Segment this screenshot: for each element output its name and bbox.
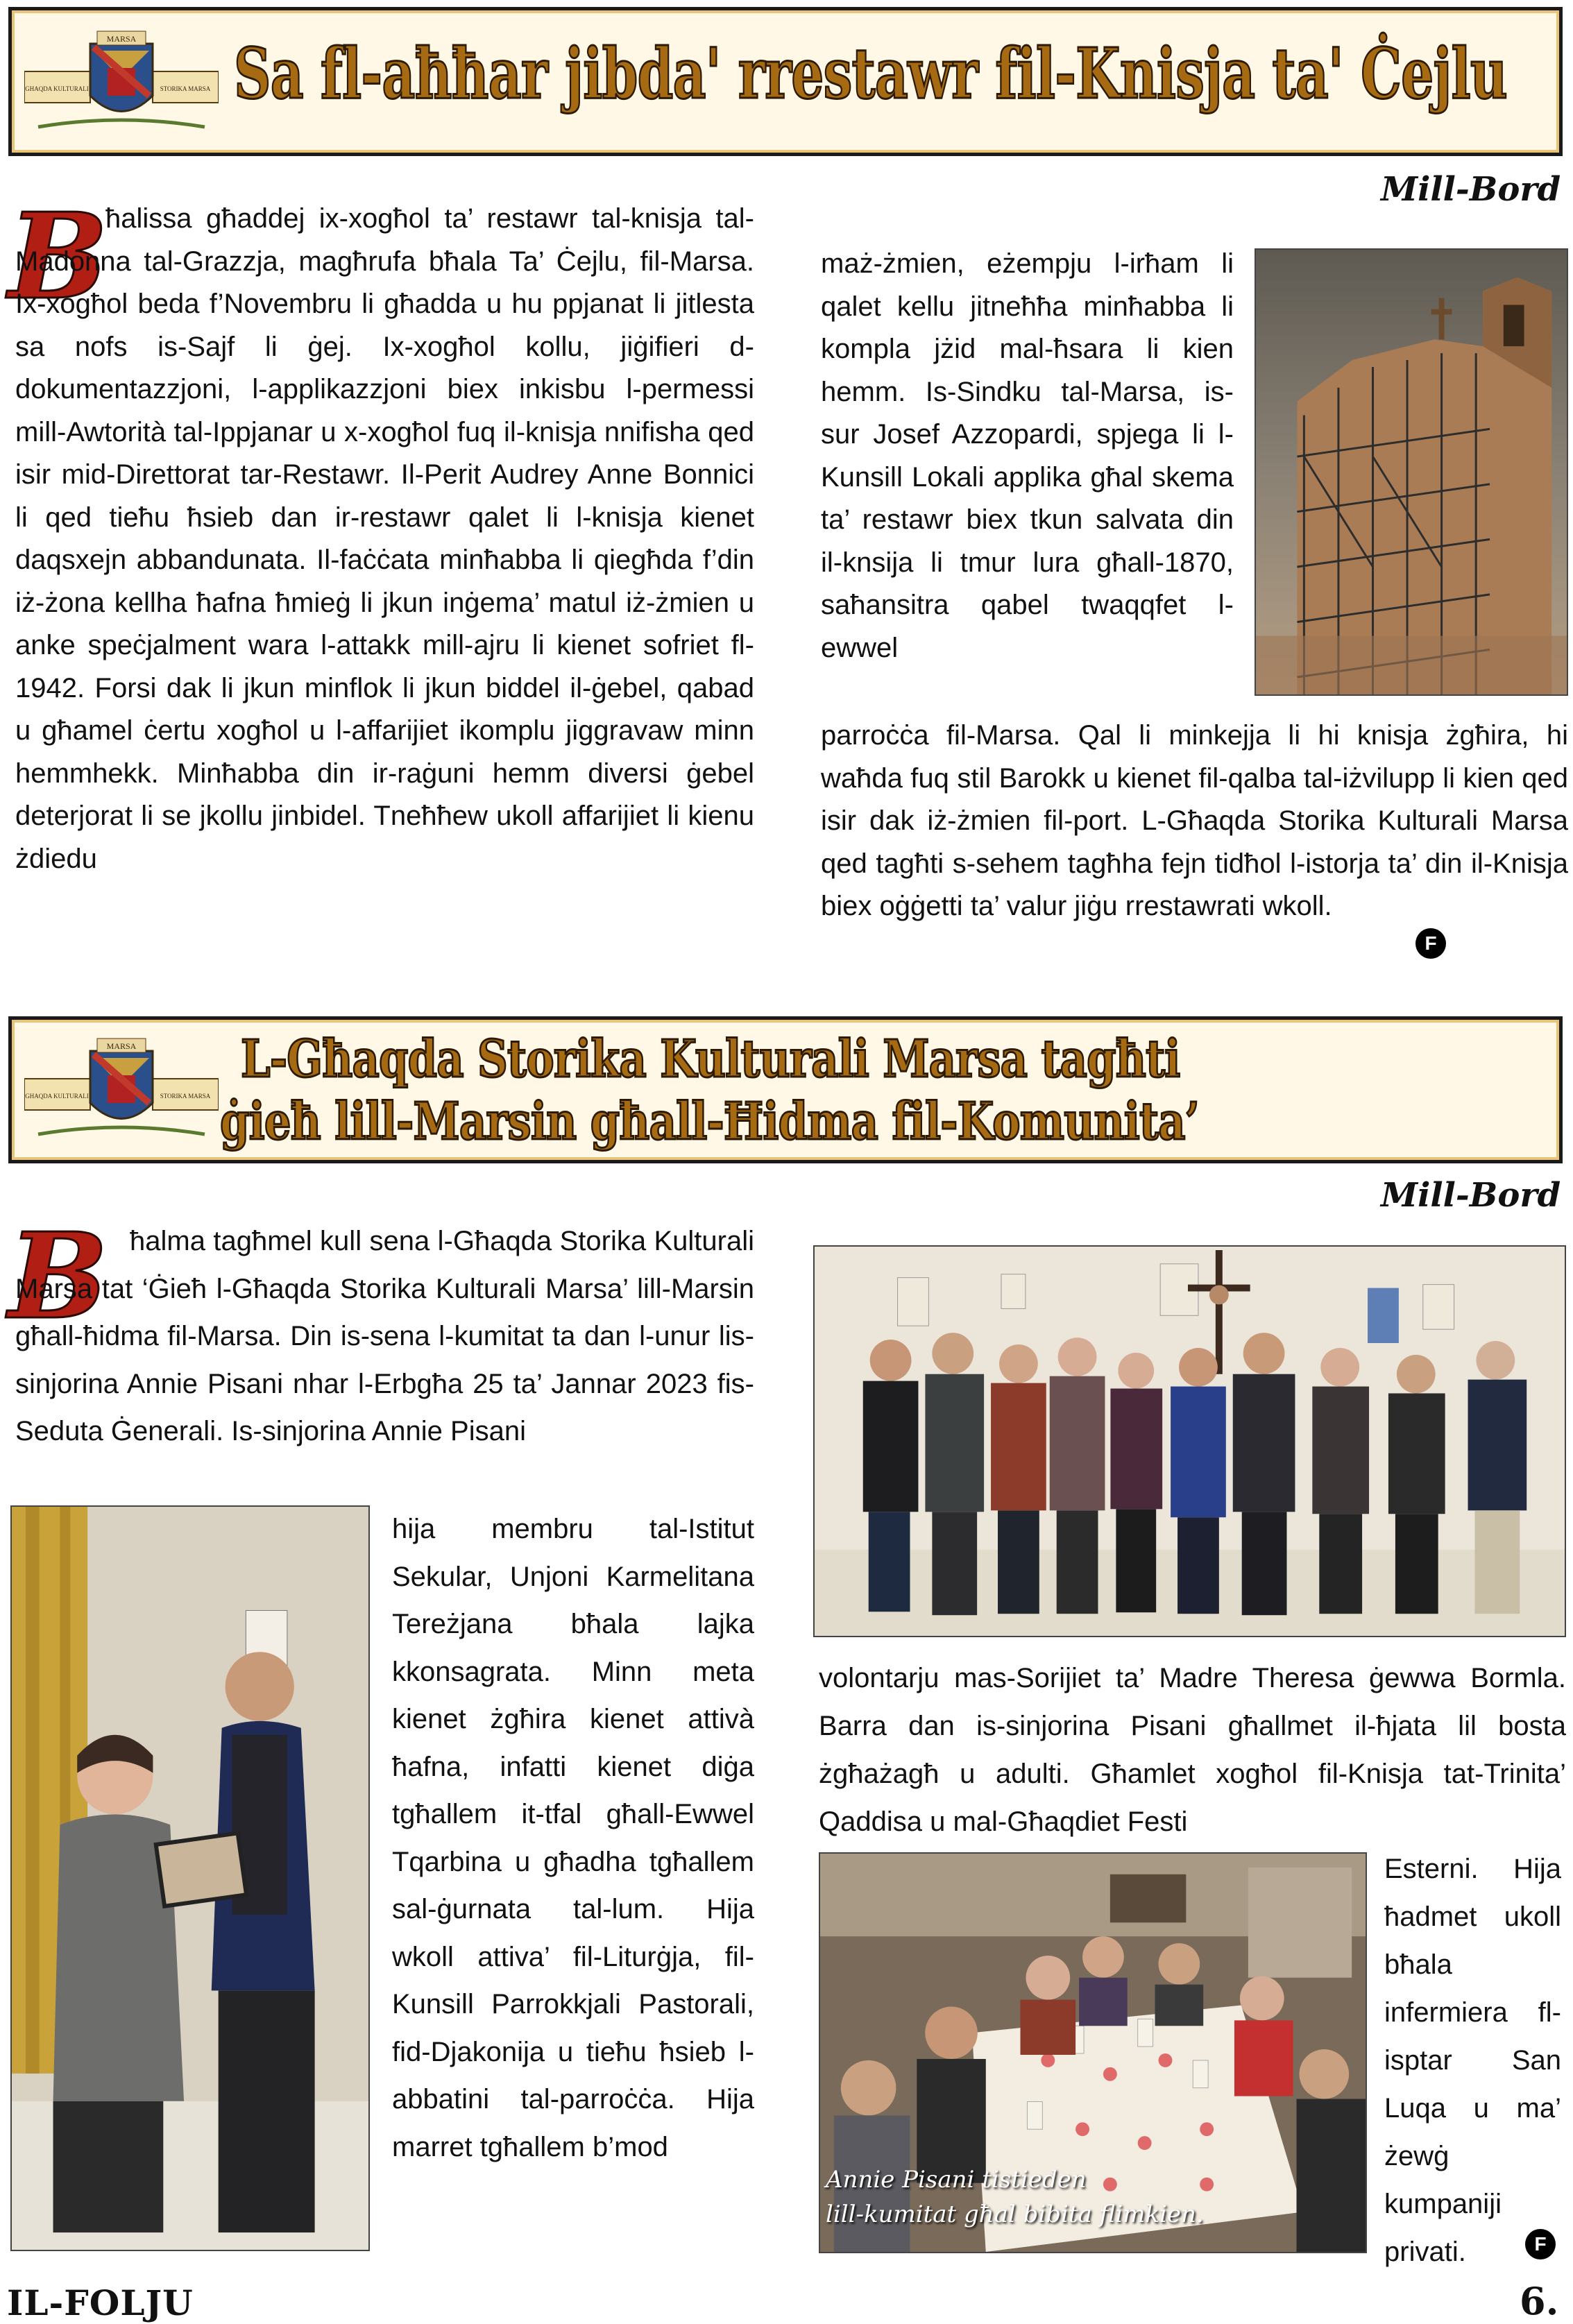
headline-2-line2: ġieħ lill-Marsin għall-Ħidma fil-Komunita’: [220, 1092, 1200, 1152]
logo-ribbon-text: MARSA: [106, 34, 137, 44]
logo-left-text: GHAQDA KULTURALI: [25, 85, 89, 92]
dinner-photo-caption: [826, 2162, 1204, 2232]
article2-end-mark-icon: F: [1525, 2229, 1556, 2259]
award-presentation-photo: [10, 1505, 370, 2251]
dropcap-1: B: [8, 187, 108, 326]
committee-dinner-photo: [819, 1852, 1367, 2253]
church-scaffolding-photo: [1255, 248, 1568, 696]
ghaqda-logo: [24, 30, 219, 134]
dropcap-2: B: [8, 1207, 108, 1346]
article1-column-left: [15, 198, 754, 880]
logo2-ribbon-text: MARSA: [106, 1041, 137, 1051]
logo2-right-text: STORIKA MARSA: [160, 1093, 211, 1100]
caption-line-2: lill-kumitat għal bibita flimkien.: [826, 2201, 1204, 2228]
article2-text-right-narrow: Esterni. Hija ħadmet ukoll bħala infermiera fl-isptar San Luqa u ma’ żewġ kumpaniji privati.: [1384, 1854, 1561, 2267]
logo2-left-text: GHAQDA KULTURALI: [25, 1093, 89, 1100]
article2-text-intro: ħalma tagħmel kull sena l-Għaqda Storika Kulturali Marsa tat ‘Ġieħ l-Għaqda Storika Kulturali Marsa’ lill-Marsin għall-ħidma fil-Marsa. Din is-sena l-kumitat ta dan l-unur lis-sinjorina Annie Pisani nhar l-Erbgħa 25 ta’ Jannar 2023 fis-Seduta Ġenerali. Is-sinjorina Annie Pisani: [15, 1226, 754, 1446]
article1-text-left: ħalissa għaddej ix-xogħol ta’ restawr tal-knisja tal-Madonna tal-Grazzja, magħrufa bħala Ta’ Ċejlu, fil-Marsa. Ix-xogħol beda f’Novembru li għadda u hu ppjanat li jitlesta sa nofs is-Sajf li ġej. Ix-xogħol kollu, jiġifieri d-dokumentazzjoni, l-applikazzjoni biex inkisbu l-permessi mill-Awtorità tal-Ippjanar u x-xogħol fuq il-knisja nnifisha qed isir mid-Direttorat tar-Restawr. Il-Perit Audrey Anne Bonnici li qed tieħu ħsieb dan ir-restawr qalet li l-knisja kienet daqsxejn abbandunata. Il-faċċata minħabba li qiegħda f’din iż-żona kellha ħafna ħmieġ li jkun inġema’ matul iż-żmien u anke speċjalment wara l-attakk mill-ajru li kienet sofriet fl-1942. Forsi dak li jkun minflok li jkun biddel il-ġebel, qabad u għamel ċertu xogħol u l-affarijiet ikomplu jiggravaw minn hemmhekk. Minħabba din ir-raġuni hemm diversi ġebel deterjorat li se jkollu jinbidel. Tneħħew ukoll affarijiet li kienu żdiedu: [15, 203, 754, 874]
article2-column-intro: [15, 1217, 754, 1455]
article2-text-beside-photo: hija membru tal-Istitut Sekular, Unjoni Karmelitana Tereżjana bħala lajka kkonsagrata. Minn meta kienet żgħira kienet attivà ħafna, infatti kienet diġa tgħallem it-tfal għall-Ewwel Tqarbina u għadha tgħallem sal-ġurnata tal-lum. Hija wkoll attiva’ fil-Liturġja, fil-Kunsill Parrokkjali Pastorali, fid-Djakonija u tieħu ħsieb l-abbatini tal-parroċċa. Hija marret tgħallem b’mod: [392, 1514, 754, 2162]
article1-end-mark-icon: F: [1415, 928, 1446, 959]
article2-column-right-narrow: [1384, 1845, 1561, 2276]
headline-1: Sa fl-aħħar jibda' rrestawr fil-Knisja ta' Ċejlu: [234, 33, 1507, 114]
article1-text-right-full: parroċċa fil-Marsa. Qal li minkejja li hi knisja żgħira, hi waħda fuq stil Barokk u kienet fil-qalba tal-iżvilupp li kien qed isir dak iż-żmien fil-port. L-Għaqda Storika Kulturali Marsa qed tagħti s-sehem tagħha fejn tidħol l-istorja ta’ din il-Knisja biex oġġetti ta’ valur jiġu rrestawrati wkoll.: [821, 720, 1568, 921]
headline-2-line1: L-Għaqda Storika Kulturali Marsa tagħti: [241, 1029, 1180, 1089]
article2-column-right-top: [819, 1655, 1566, 1846]
headline-banner-2: [8, 1016, 1563, 1163]
byline-2: Mill-Bord: [1381, 1176, 1561, 1215]
caption-line-1: Annie Pisani tistieden: [826, 2166, 1087, 2194]
article2-column-beside-photo: [392, 1505, 754, 2171]
group-photo: [813, 1245, 1566, 1637]
page-number: 6.: [1520, 2279, 1559, 2323]
article1-column-right-full: [821, 715, 1568, 928]
article1-column-right-narrow: [821, 243, 1234, 669]
publication-name: IL-FOLJU: [7, 2282, 194, 2323]
article2-text-right-top: volontarju mas-Sorijiet ta’ Madre Theresa ġewwa Bormla. Barra dan is-sinjorina Pisani għallmet il-ħjata lil bosta żgħażagħ u adulti. Għamlet xogħol fil-Knisja tat-Trinita’ Qaddisa u mal-Għaqdiet Festi: [819, 1663, 1566, 1837]
article1-text-right-narrow: maż-żmien, eżempju l-irħam li qalet kellu jitneħħa minħabba li kompla jżid mal-ħsara li kien hemm. Is-Sindku tal-Marsa, is-sur Josef Azzopardi, spjega li l-Kunsill Lokali applika għal skema ta’ restawr biex tkun salvata din il-knsija li tmur lura għall-1870, saħansitra qabel twaqqfet l-ewwel: [821, 248, 1234, 663]
byline-1: Mill-Bord: [1381, 170, 1561, 209]
ghaqda-logo-2: [24, 1037, 219, 1141]
headline-banner-1: [8, 7, 1563, 156]
logo-right-text: STORIKA MARSA: [160, 85, 211, 92]
